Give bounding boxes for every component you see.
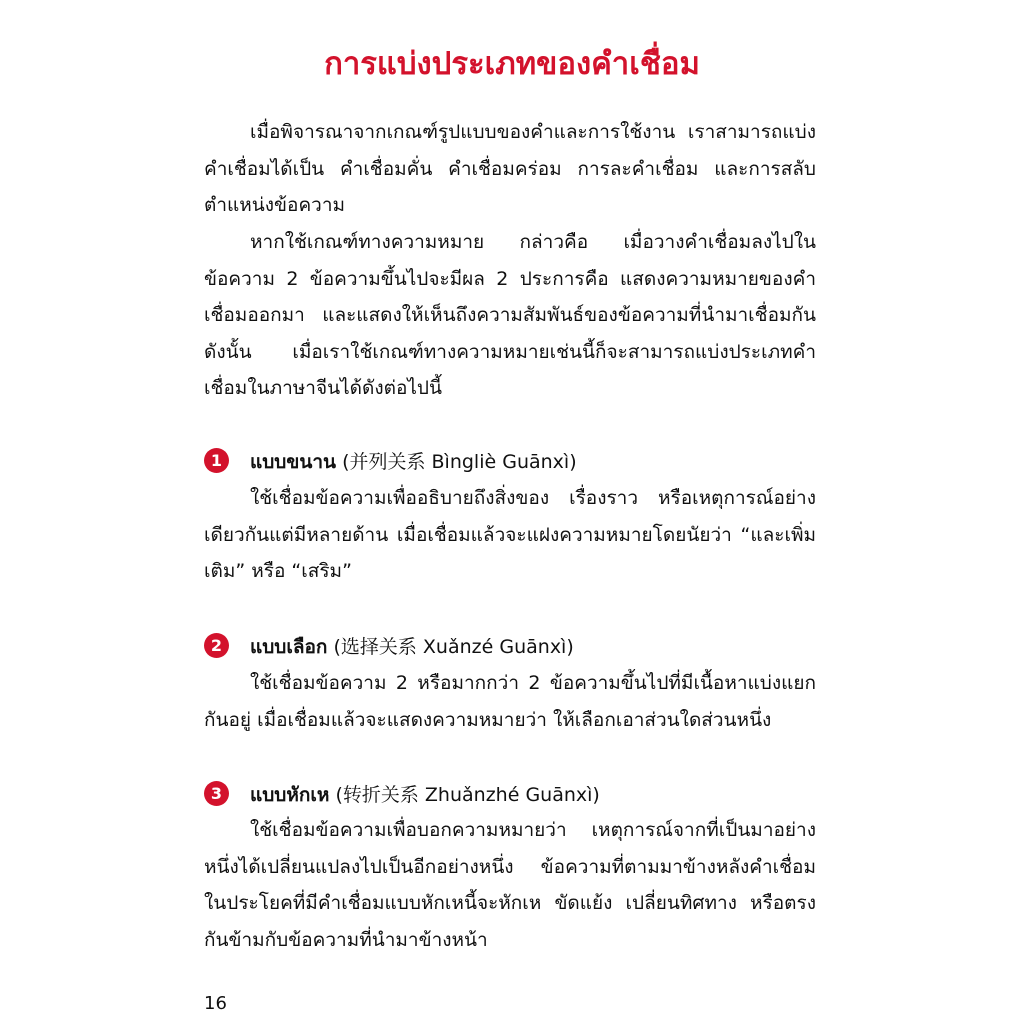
item-body-1: ใช้เชื่อมข้อความเพื่ออธิบายถึงสิ่งของ เรื่องราว หรือเหตุการณ์อย่างเดียวกันแต่มีหลายด้าน เมื่อเชื่อมแล้วจะแฝงความหมายโดยนัยว่า “และเพิ่มเติม” หรือ “เสริม”: [204, 487, 816, 582]
item-heading-3: [204, 781, 816, 809]
intro-paragraph-1: เมื่อพิจารณาจากเกณฑ์รูปแบบของคำและการใช้งาน เราสามารถแบ่งคำเชื่อมได้เป็น คำเชื่อมคั่น คำเชื่อมคร่อม การละคำเชื่อม และการสลับตำแหน่งข้อความ: [204, 121, 816, 216]
number-badge-icon: 2: [204, 633, 229, 658]
item-body-2: ใช้เชื่อมข้อความ 2 หรือมากกว่า 2 ข้อความขึ้นไปที่มีเนื้อหาแบ่งแยกกันอยู่ เมื่อเชื่อมแล้วจะแสดงความหมายว่า ให้เลือกเอาส่วนใดส่วนหนึ่ง: [204, 672, 816, 731]
item-heading-2: [204, 633, 816, 661]
item-title: แบบหักเห: [250, 784, 330, 806]
item-chinese-term: (转折关系 Zhuǎnzhé Guānxì): [335, 784, 600, 806]
item-chinese-term: (选择关系 Xuǎnzé Guānxì): [333, 636, 574, 658]
page-number: 16: [204, 993, 227, 1014]
number-badge-icon: 1: [204, 448, 229, 473]
page-title: การแบ่งประเภทของคำเชื่อม: [324, 45, 700, 82]
number-badge-icon: 3: [204, 781, 229, 806]
item-chinese-term: (并列关系 Bìngliè Guānxì): [342, 451, 577, 473]
item-title: แบบเลือก: [250, 636, 328, 658]
intro-paragraph-2: หากใช้เกณฑ์ทางความหมาย กล่าวคือ เมื่อวางคำเชื่อมลงไปในข้อความ 2 ข้อความขึ้นไปจะมีผล 2 ประการคือ แสดงความหมายของคำเชื่อมออกมา และแสดงให้เห็นถึงความสัมพันธ์ของข้อความที่นำมาเชื่อมกัน ดังนั้น เมื่อเราใช้เกณฑ์ทางความหมายเช่นนี้ก็จะสามารถแบ่งประเภทคำเชื่อมในภาษาจีนได้ดังต่อไปนี้: [204, 231, 816, 399]
item-heading-1: [204, 448, 816, 476]
item-title: แบบขนาน: [250, 451, 337, 473]
item-body-3: ใช้เชื่อมข้อความเพื่อบอกความหมายว่า เหตุการณ์จากที่เป็นมาอย่างหนึ่งได้เปลี่ยนแปลงไปเป็นอีกอย่างหนึ่ง ข้อความที่ตามมาข้างหลังคำเชื่อมในประโยคที่มีคำเชื่อมแบบหักเหนี้จะหักเห ขัดแย้ง เปลี่ยนทิศทาง หรือตรงกันข้ามกับข้อความที่นำมาข้างหน้า: [204, 819, 816, 951]
